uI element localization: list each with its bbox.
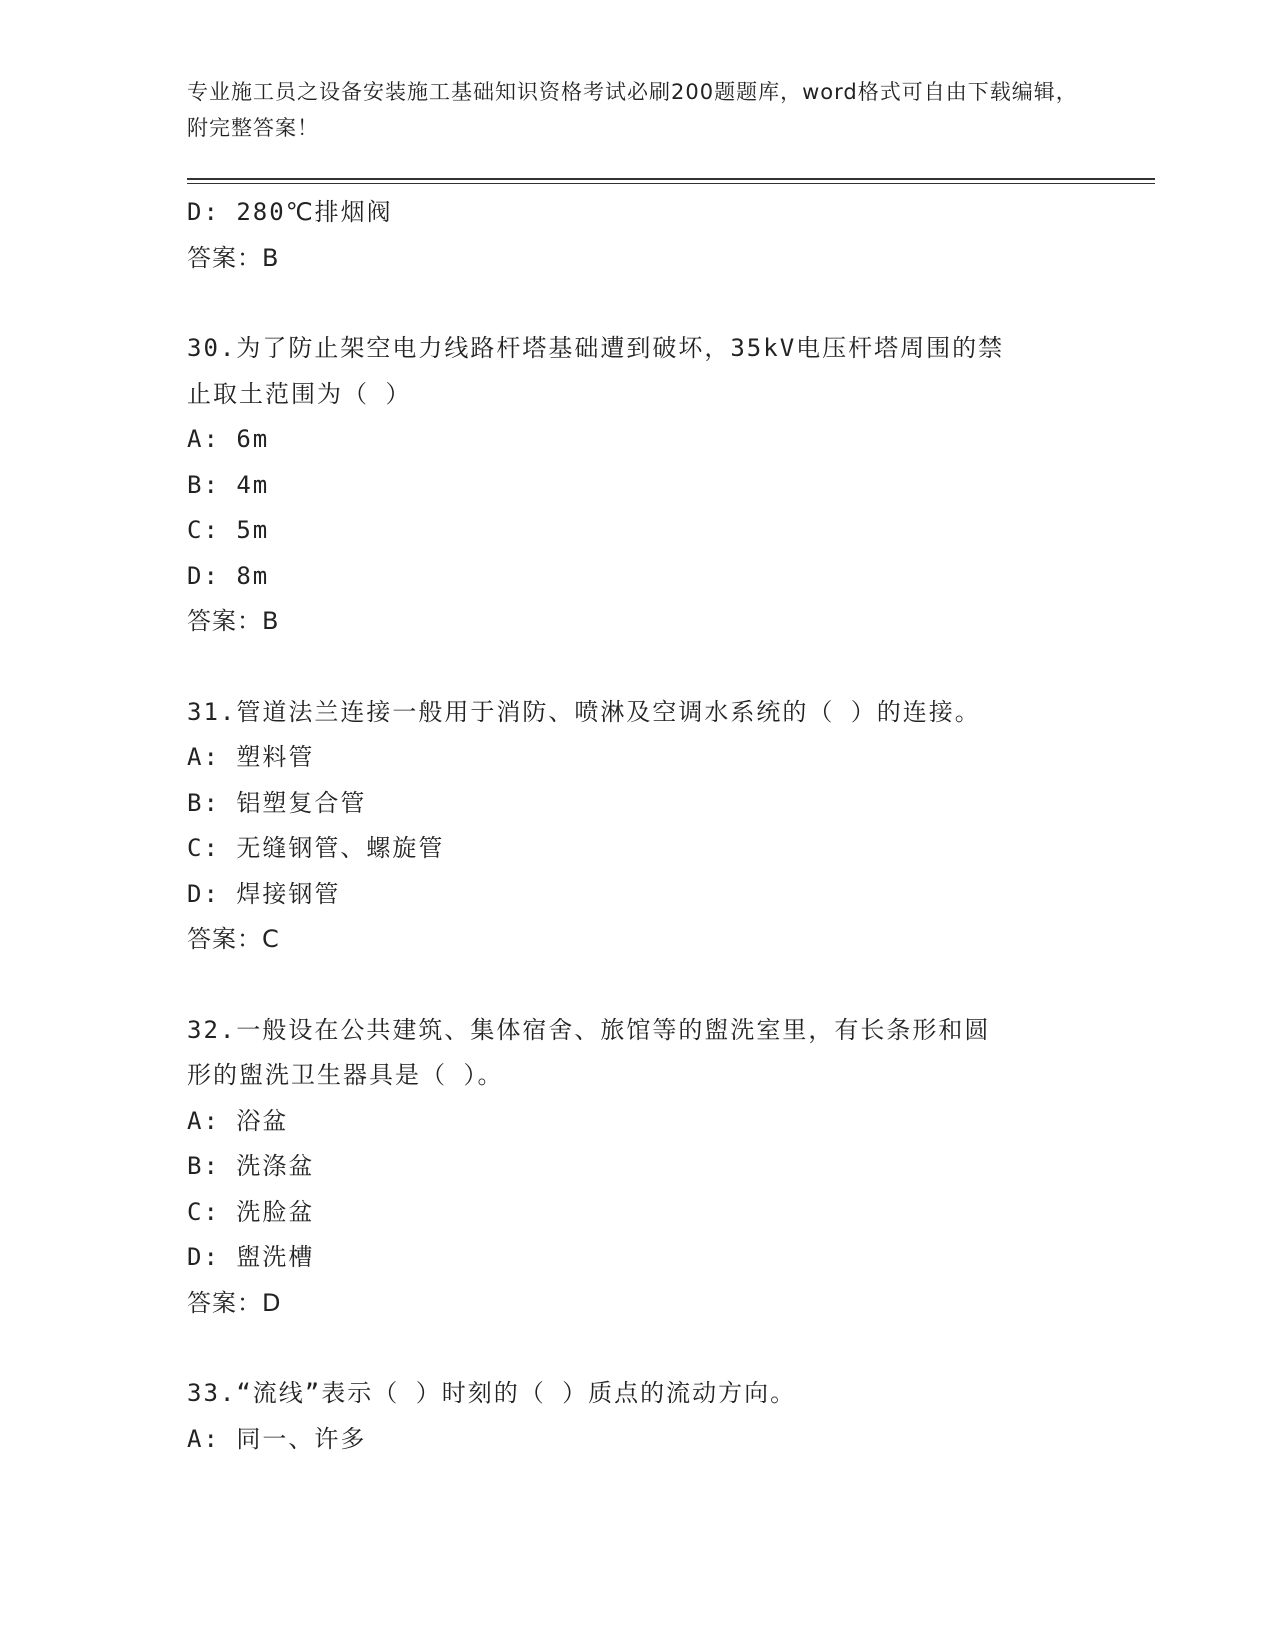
option-a: A: 浴盆 xyxy=(187,1106,289,1135)
question-text: 33.“流线”表示（ ）时刻的（ ）质点的流动方向。 xyxy=(187,1379,797,1407)
option-b: B: 铝塑复合管 xyxy=(187,788,367,817)
option-a: A: 同一、许多 xyxy=(187,1424,367,1453)
question-text xyxy=(187,1008,1087,1099)
question-text-line: 止取土范围为（ ） xyxy=(187,379,412,408)
option-a: A: 6m xyxy=(187,425,270,453)
answer-line: 答案：B xyxy=(187,607,280,635)
document-header xyxy=(187,74,1087,146)
option-b: B: 洗涤盆 xyxy=(187,1152,315,1180)
option-d: D: 8m xyxy=(187,561,270,590)
option-c: C: 洗脸盆 xyxy=(187,1197,315,1226)
option-c: C: 5m xyxy=(187,516,270,544)
option-d: D: 280℃排烟阀 xyxy=(187,198,393,226)
question-32 xyxy=(187,1008,1087,1327)
question-text xyxy=(187,326,1087,417)
answer-line: 答案：D xyxy=(187,1288,282,1317)
question-30 xyxy=(187,326,1087,645)
answer-line: 答案：B xyxy=(187,243,280,272)
option-b: B: 4m xyxy=(187,470,270,499)
option-c: C: 无缝钢管、螺旋管 xyxy=(187,834,445,862)
question-text: 31.管道法兰连接一般用于消防、喷淋及空调水系统的（ ）的连接。 xyxy=(187,697,981,726)
option-a: A: 塑料管 xyxy=(187,743,315,771)
question-33 xyxy=(187,1371,1087,1462)
question-text-line: 形的盥洗卫生器具是（ ）。 xyxy=(187,1061,504,1089)
header-divider xyxy=(187,178,1155,184)
question-text-line: 32.一般设在公共建筑、集体宿舍、旅馆等的盥洗室里，有长条形和圆 xyxy=(187,1015,991,1044)
option-d: D: 焊接钢管 xyxy=(187,879,341,908)
question-31 xyxy=(187,690,1087,963)
document-body xyxy=(187,190,1087,1462)
header-title: 专业施工员之设备安装施工基础知识资格考试必刷200题题库，word格式可自由下载编辑，附完整答案！ xyxy=(187,80,1078,140)
answer-line: 答案：C xyxy=(187,925,280,953)
prev-question-tail xyxy=(187,190,1087,281)
question-text-line: 30.为了防止架空电力线路杆塔基础遭到破坏，35kV电压杆塔周围的禁 xyxy=(187,334,1005,362)
option-d: D: 盥洗槽 xyxy=(187,1243,315,1271)
